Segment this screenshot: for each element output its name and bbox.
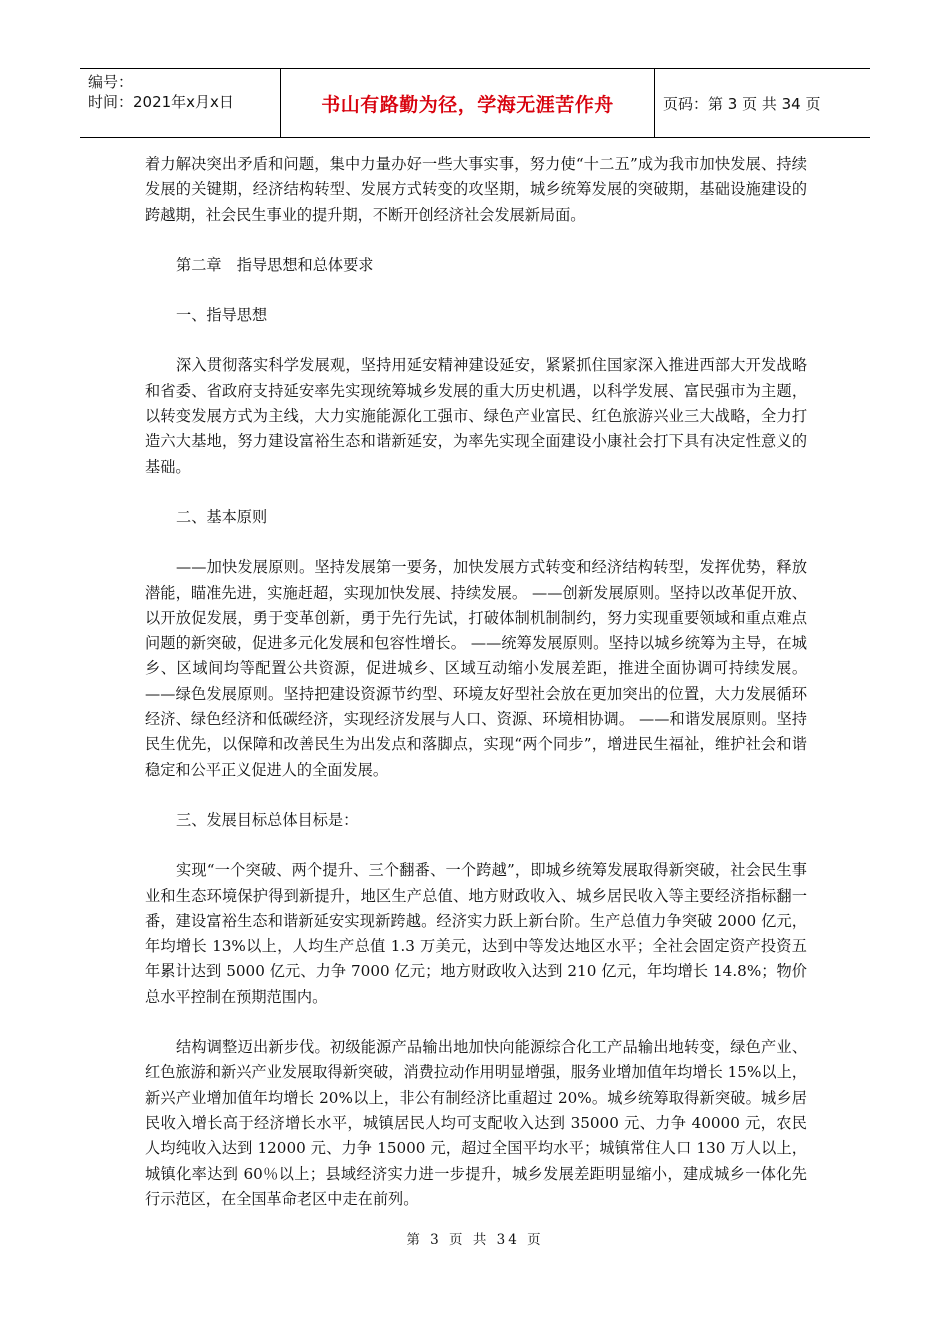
header-motto: 书山有路勤为径，学海无涯苦作舟 [281,69,655,137]
section-title-goals: 三、发展目标总体目标是： [176,810,359,829]
principles-paragraph: ——加快发展原则。坚持发展第一要务，加快发展方式转变和经济结构转型，发挥优势，释放潜能，瞄准先进，实施赶超，实现加快发展、持续发展。 ——创新发展原则。坚持以改革促开放、以开放促发展，勇于变革创新，勇于先行先试，打破体制机制制约，努力实现重要领域和重点难点问题的新突破，促进多元化发展和包容性增长。 ——统筹发展原则。坚持以城乡统筹为主导，在城乡、区域间均等配置公共资源，促进城乡、区域互动缩小发展差距，推进全面协调可持续发展。 ——绿色发展原则。坚持把建设资源节约型、环境友好型社会放在更加突出的位置，大力发展循环经济、绿色经济和低碳经济，实现经济发展与人口、资源、环境相协调。 ——和谐发展原则。坚持民生优先，以保障和改善民生为出发点和落脚点，实现“两个同步”，增进民生福祉，维护社会和谐稳定和公平正义促进人的全面发展。 [145,558,807,779]
header-page-label: 页码：第 3 页 共 34 页 [663,94,821,113]
structure-paragraph: 结构调整迈出新步伐。初级能源产品输出地加快向能源综合化工产品输出地转变，绿色产业、红色旅游和新兴产业发展取得新突破，消费拉动作用明显增强，服务业增加值年均增长 15%以上，新兴产业增加值年均增长 20%以上，非公有制经济比重超过 20%。城乡统筹取得新突破。城乡居民收入增长高于经济增长水平，城镇居民人均可支配收入达到 35000 元、力争 40000 元，农民人均纯收入达到 12000 元、力争 15000 元，超过全国平均水平；城镇常住人口 130 万人以上，城镇化率达到 60％以上；县域经济实力进一步提升，城乡发展差距明显缩小，建成城乡一体化先行示范区，在全国革命老区中走在前列。 [145,1038,807,1208]
document-number-label: 编号： [88,73,134,91]
document-body [145,152,807,1212]
section-title-principles: 二、基本原则 [176,507,268,526]
guiding-paragraph: 深入贯彻落实科学发展观，坚持用延安精神建设延安，紧紧抓住国家深入推进西部大开发战略和省委、省政府支持延安率先实现统筹城乡发展的重大历史机遇，以科学发展、富民强市为主题，以转变发展方式为主线，大力实施能源化工强市、绿色产业富民、红色旅游兴业三大战略，全力打造六大基地，努力建设富裕生态和谐新延安，为率先实现全面建设小康社会打下具有决定性意义的基础。 [145,356,807,476]
page-header [80,68,870,138]
intro-paragraph: 着力解决突出矛盾和问题，集中力量办好一些大事实事，努力使“十二五”成为我市加快发展、持续发展的关键期，经济结构转型、发展方式转变的攻坚期，城乡统筹发展的突破期，基础设施建设的跨越期，社会民生事业的提升期，不断开创经济社会发展新局面。 [145,155,807,224]
page-footer: 第 3 页 共 34 页 [406,1232,544,1248]
section-title-guiding: 一、指导思想 [176,306,268,325]
goals-paragraph: 实现“一个突破、两个提升、三个翻番、一个跨越”，即城乡统筹发展取得新突破，社会民生事业和生态环境保护得到新提升，地区生产总值、地方财政收入、城乡居民收入等主要经济指标翻一番，建设富裕生态和谐新延安实现新跨越。经济实力跃上新台阶。生产总值力争突破 2000 亿元，年均增长 13%以上，人均生产总值 1.3 万美元，达到中等发达地区水平；全社会固定资产投资五年累计达到 5000 亿元、力争 7000 亿元；地方财政收入达到 210 亿元，年均增长 14.8%；物价总水平控制在预期范围内。 [145,861,807,1006]
document-time-label: 时间：2021年x月x日 [88,93,234,111]
header-meta [80,69,281,137]
chapter-title: 第二章 指导思想和总体要求 [176,255,374,274]
